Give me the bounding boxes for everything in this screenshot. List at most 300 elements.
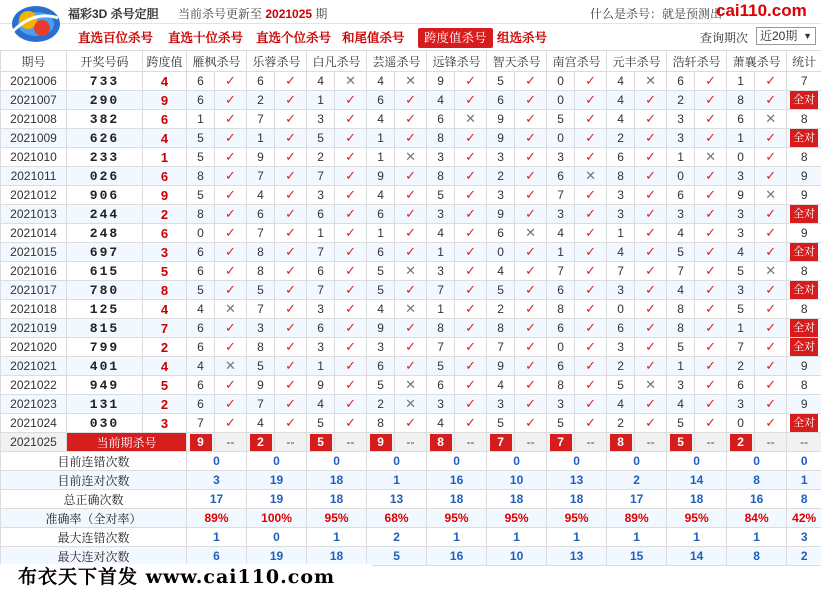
check-icon: ✓ xyxy=(575,205,607,224)
app-name: 福彩3D 杀号定胆 xyxy=(68,7,159,21)
check-icon: ✓ xyxy=(455,205,487,224)
all-correct-badge: 全对 xyxy=(790,319,818,337)
table-row xyxy=(1,205,821,224)
draw-number-cell: 906 xyxy=(67,186,143,205)
kill-value-cell: 8 xyxy=(247,243,275,262)
summary-value: 13 xyxy=(367,490,427,509)
cross-icon: ✕ xyxy=(755,262,787,281)
kill-value-cell: 7 xyxy=(247,300,275,319)
top-bar xyxy=(0,0,821,24)
kill-value-cell: 9 xyxy=(487,110,515,129)
kill-value-cell: 1 xyxy=(547,243,575,262)
summary-label: 最大连对次数 xyxy=(1,547,187,566)
table-row xyxy=(1,376,821,395)
query-label: 查询期次 xyxy=(700,31,749,45)
check-icon: ✓ xyxy=(515,300,547,319)
kill-value-cell: 8 xyxy=(367,414,395,433)
span-cell: 2 xyxy=(143,338,187,357)
check-icon: ✓ xyxy=(455,262,487,281)
summary-value: 8 xyxy=(787,490,821,509)
current-kill-cell xyxy=(307,433,335,452)
check-icon: ✓ xyxy=(575,281,607,300)
kill-value-cell: 0 xyxy=(547,72,575,91)
kill-value-cell: 9 xyxy=(487,357,515,376)
current-kill-label: 当前期杀号 xyxy=(67,433,187,452)
kill-value-cell: 1 xyxy=(367,224,395,243)
kill-value-cell: 8 xyxy=(547,376,575,395)
span-cell: 1 xyxy=(143,148,187,167)
kill-value-cell: 4 xyxy=(667,224,695,243)
summary-value: 95% xyxy=(667,509,727,528)
draw-number-cell: 733 xyxy=(67,72,143,91)
check-icon: ✓ xyxy=(575,338,607,357)
table-header xyxy=(1,51,821,72)
all-correct-badge: 全对 xyxy=(790,129,818,147)
check-icon: ✓ xyxy=(215,338,247,357)
kill-value-cell: 4 xyxy=(307,395,335,414)
check-icon: ✓ xyxy=(455,376,487,395)
check-icon: ✓ xyxy=(215,186,247,205)
kill-value-cell: 6 xyxy=(547,281,575,300)
check-icon: ✓ xyxy=(575,91,607,110)
kill-value-cell: 3 xyxy=(487,186,515,205)
summary-value: 1 xyxy=(487,528,547,547)
summary-value: 3 xyxy=(187,471,247,490)
kill-value-cell: 3 xyxy=(367,338,395,357)
check-icon: ✓ xyxy=(215,167,247,186)
summary-value: 18 xyxy=(547,490,607,509)
draw-number-cell: 244 xyxy=(67,205,143,224)
check-icon: ✓ xyxy=(335,281,367,300)
kill-value-cell: 9 xyxy=(307,376,335,395)
summary-value: 16 xyxy=(427,471,487,490)
check-icon: ✓ xyxy=(275,300,307,319)
kill-value-cell: 2 xyxy=(307,148,335,167)
kill-value-cell: 6 xyxy=(487,224,515,243)
check-icon: ✓ xyxy=(515,376,547,395)
check-icon: ✓ xyxy=(695,300,727,319)
issue-cell: 2021018 xyxy=(1,300,67,319)
kill-value-cell: 1 xyxy=(727,72,755,91)
kill-value-cell: 3 xyxy=(487,148,515,167)
kill-value-cell: 5 xyxy=(247,281,275,300)
kill-value-cell: 5 xyxy=(667,243,695,262)
kill-value-cell: 8 xyxy=(427,319,455,338)
pending-mark: -- xyxy=(275,433,307,452)
kill-value-cell: 1 xyxy=(667,148,695,167)
stat-cell: 8 xyxy=(787,300,821,319)
kill-value-cell: 4 xyxy=(487,262,515,281)
check-icon: ✓ xyxy=(335,338,367,357)
check-icon: ✓ xyxy=(455,300,487,319)
kill-value-cell: 8 xyxy=(187,205,215,224)
footer-watermark: 布衣天下首发 www.cai110.com xyxy=(0,564,372,590)
kill-value-cell: 5 xyxy=(487,281,515,300)
summary-value: 3 xyxy=(787,528,821,547)
kill-value-cell: 3 xyxy=(307,186,335,205)
span-cell: 5 xyxy=(143,262,187,281)
column-header: 跨度值 xyxy=(143,51,187,72)
draw-number-cell: 131 xyxy=(67,395,143,414)
tab-5[interactable]: 组选杀号 xyxy=(497,31,548,45)
check-icon: ✓ xyxy=(515,186,547,205)
check-icon: ✓ xyxy=(275,167,307,186)
summary-value: 14 xyxy=(667,471,727,490)
kill-value-cell: 9 xyxy=(367,167,395,186)
summary-value: 1 xyxy=(307,528,367,547)
summary-value: 18 xyxy=(307,490,367,509)
kill-value-cell: 5 xyxy=(367,262,395,281)
check-icon: ✓ xyxy=(695,72,727,91)
check-icon: ✓ xyxy=(755,414,787,433)
check-icon: ✓ xyxy=(695,243,727,262)
issue-cell: 2021022 xyxy=(1,376,67,395)
check-icon: ✓ xyxy=(335,262,367,281)
span-cell: 4 xyxy=(143,357,187,376)
table-row xyxy=(1,243,821,262)
span-cell: 3 xyxy=(143,414,187,433)
check-icon: ✓ xyxy=(275,205,307,224)
kill-value-cell: 8 xyxy=(547,300,575,319)
summary-value: 0 xyxy=(547,452,607,471)
summary-value: 15 xyxy=(607,547,667,566)
kill-value-cell: 4 xyxy=(607,110,635,129)
issue-cell: 2021015 xyxy=(1,243,67,262)
table-row xyxy=(1,281,821,300)
check-icon: ✓ xyxy=(515,414,547,433)
check-icon: ✓ xyxy=(635,205,667,224)
kill-value-cell: 6 xyxy=(547,167,575,186)
check-icon: ✓ xyxy=(335,224,367,243)
draw-number-cell: 125 xyxy=(67,300,143,319)
check-icon: ✓ xyxy=(575,186,607,205)
check-icon: ✓ xyxy=(695,319,727,338)
check-icon: ✓ xyxy=(515,91,547,110)
column-header: 白凡杀号 xyxy=(307,51,367,72)
check-icon: ✓ xyxy=(515,72,547,91)
check-icon: ✓ xyxy=(395,357,427,376)
check-icon: ✓ xyxy=(575,110,607,129)
draw-number-cell: 030 xyxy=(67,414,143,433)
summary-value: 1 xyxy=(607,528,667,547)
kill-value-cell: 5 xyxy=(547,414,575,433)
tab-1[interactable]: 直选十位杀号 xyxy=(168,31,244,45)
current-kill-cell xyxy=(367,433,395,452)
kill-value-cell: 6 xyxy=(367,357,395,376)
check-icon: ✓ xyxy=(215,395,247,414)
check-icon: ✓ xyxy=(695,186,727,205)
kill-value-cell: 2 xyxy=(727,357,755,376)
check-icon: ✓ xyxy=(575,224,607,243)
span-cell: 8 xyxy=(143,281,187,300)
summary-value: 0 xyxy=(247,452,307,471)
check-icon: ✓ xyxy=(395,224,427,243)
column-header: 期号 xyxy=(1,51,67,72)
kill-value-cell: 2 xyxy=(247,91,275,110)
check-icon: ✓ xyxy=(215,110,247,129)
check-icon: ✓ xyxy=(575,129,607,148)
cross-icon: ✕ xyxy=(395,148,427,167)
summary-value: 1 xyxy=(787,471,821,490)
kill-value-cell: 5 xyxy=(367,376,395,395)
span-cell: 4 xyxy=(143,300,187,319)
summary-value: 13 xyxy=(547,547,607,566)
check-icon: ✓ xyxy=(275,186,307,205)
summary-value: 13 xyxy=(547,471,607,490)
check-icon: ✓ xyxy=(575,262,607,281)
check-icon: ✓ xyxy=(575,376,607,395)
cross-icon: ✕ xyxy=(335,72,367,91)
check-icon: ✓ xyxy=(455,224,487,243)
kill-value-cell: 6 xyxy=(187,395,215,414)
check-icon: ✓ xyxy=(395,243,427,262)
summary-value: 95% xyxy=(307,509,367,528)
check-icon: ✓ xyxy=(455,414,487,433)
kill-value-cell: 4 xyxy=(607,72,635,91)
stat-cell xyxy=(787,243,821,262)
table-row xyxy=(1,395,821,414)
check-icon: ✓ xyxy=(695,224,727,243)
check-icon: ✓ xyxy=(455,148,487,167)
period-select[interactable]: 近20期 ▼ xyxy=(756,27,816,45)
summary-label: 最大连错次数 xyxy=(1,528,187,547)
tab-4[interactable]: 跨度值杀号 xyxy=(418,28,493,48)
all-correct-badge: 全对 xyxy=(790,414,818,432)
current-kill-value: 8 xyxy=(610,434,632,451)
kill-value-cell: 6 xyxy=(187,262,215,281)
check-icon: ✓ xyxy=(695,357,727,376)
check-icon: ✓ xyxy=(455,319,487,338)
check-icon: ✓ xyxy=(335,91,367,110)
kill-value-cell: 4 xyxy=(487,376,515,395)
kill-value-cell: 4 xyxy=(607,91,635,110)
check-icon: ✓ xyxy=(335,186,367,205)
kill-value-cell: 5 xyxy=(187,281,215,300)
kill-value-cell: 1 xyxy=(307,357,335,376)
check-icon: ✓ xyxy=(335,205,367,224)
kill-value-cell: 1 xyxy=(247,129,275,148)
check-icon: ✓ xyxy=(215,376,247,395)
kill-value-cell: 3 xyxy=(247,319,275,338)
draw-number-cell: 949 xyxy=(67,376,143,395)
draw-number-cell: 382 xyxy=(67,110,143,129)
kill-value-cell: 6 xyxy=(367,205,395,224)
kill-value-cell: 3 xyxy=(727,395,755,414)
kill-value-cell: 0 xyxy=(547,91,575,110)
summary-row xyxy=(1,528,821,547)
check-icon: ✓ xyxy=(215,91,247,110)
stat-cell: 8 xyxy=(787,262,821,281)
kill-value-cell: 4 xyxy=(727,243,755,262)
all-correct-badge: 全对 xyxy=(790,205,818,223)
check-icon: ✓ xyxy=(275,72,307,91)
kill-value-cell: 4 xyxy=(187,300,215,319)
summary-value: 68% xyxy=(367,509,427,528)
check-icon: ✓ xyxy=(335,243,367,262)
summary-value: 100% xyxy=(247,509,307,528)
check-icon: ✓ xyxy=(755,357,787,376)
kill-value-cell: 7 xyxy=(487,338,515,357)
kill-value-cell: 5 xyxy=(727,300,755,319)
kill-value-cell: 7 xyxy=(187,414,215,433)
help-link[interactable]: 什么是杀号：就是预测出 xyxy=(590,7,723,21)
current-kill-cell xyxy=(667,433,695,452)
kill-value-cell: 4 xyxy=(367,300,395,319)
check-icon: ✓ xyxy=(455,72,487,91)
kill-number-table xyxy=(0,50,821,566)
summary-value: 2 xyxy=(367,528,427,547)
summary-value: 42% xyxy=(787,509,821,528)
current-kill-cell xyxy=(607,433,635,452)
all-correct-badge: 全对 xyxy=(790,338,818,356)
check-icon: ✓ xyxy=(635,414,667,433)
pending-mark: -- xyxy=(635,433,667,452)
check-icon: ✓ xyxy=(635,262,667,281)
kill-value-cell: 6 xyxy=(667,186,695,205)
kill-value-cell: 6 xyxy=(187,243,215,262)
kill-value-cell: 8 xyxy=(727,91,755,110)
summary-value: 18 xyxy=(487,490,547,509)
draw-number-cell: 780 xyxy=(67,281,143,300)
summary-label: 总正确次数 xyxy=(1,490,187,509)
draw-number-cell: 233 xyxy=(67,148,143,167)
kill-value-cell: 0 xyxy=(487,243,515,262)
kill-value-cell: 9 xyxy=(487,205,515,224)
kill-value-cell: 7 xyxy=(307,167,335,186)
current-kill-value: 7 xyxy=(550,434,572,451)
check-icon: ✓ xyxy=(275,129,307,148)
kill-value-cell: 1 xyxy=(307,91,335,110)
table-row xyxy=(1,319,821,338)
check-icon: ✓ xyxy=(695,281,727,300)
span-cell: 4 xyxy=(143,129,187,148)
check-icon: ✓ xyxy=(695,167,727,186)
cross-icon: ✕ xyxy=(395,395,427,414)
summary-value: 0 xyxy=(727,452,787,471)
stat-cell xyxy=(787,338,821,357)
kill-value-cell: 6 xyxy=(247,72,275,91)
column-header: 元丰杀号 xyxy=(607,51,667,72)
kill-value-cell: 3 xyxy=(307,338,335,357)
kill-value-cell: 4 xyxy=(187,357,215,376)
table-row xyxy=(1,110,821,129)
check-icon: ✓ xyxy=(695,376,727,395)
kill-value-cell: 7 xyxy=(307,281,335,300)
chevron-down-icon: ▼ xyxy=(803,31,812,41)
tab-2[interactable]: 直选个位杀号 xyxy=(256,31,332,45)
kill-value-cell: 3 xyxy=(427,205,455,224)
summary-value: 0 xyxy=(607,452,667,471)
kill-value-cell: 3 xyxy=(727,224,755,243)
kill-value-cell: 3 xyxy=(547,148,575,167)
kill-value-cell: 1 xyxy=(187,110,215,129)
tab-3[interactable]: 和尾值杀号 xyxy=(342,31,405,45)
check-icon: ✓ xyxy=(695,262,727,281)
cross-icon: ✕ xyxy=(755,186,787,205)
all-correct-badge: 全对 xyxy=(790,91,818,109)
check-icon: ✓ xyxy=(695,414,727,433)
summary-label: 准确率（全对率） xyxy=(1,509,187,528)
kill-value-cell: 7 xyxy=(547,262,575,281)
check-icon: ✓ xyxy=(335,357,367,376)
current-issue-row xyxy=(1,433,821,452)
kill-value-cell: 8 xyxy=(187,167,215,186)
span-cell: 6 xyxy=(143,167,187,186)
issue-cell: 2021008 xyxy=(1,110,67,129)
check-icon: ✓ xyxy=(635,319,667,338)
check-icon: ✓ xyxy=(575,319,607,338)
span-cell: 3 xyxy=(143,243,187,262)
kill-value-cell: 4 xyxy=(667,281,695,300)
cross-icon: ✕ xyxy=(635,72,667,91)
update-issue: 2021025 xyxy=(265,7,313,21)
current-kill-cell xyxy=(487,433,515,452)
kill-value-cell: 6 xyxy=(547,357,575,376)
kill-value-cell: 2 xyxy=(607,414,635,433)
cross-icon: ✕ xyxy=(395,262,427,281)
column-header: 萧襄杀号 xyxy=(727,51,787,72)
kill-value-cell: 7 xyxy=(247,395,275,414)
kill-value-cell: 5 xyxy=(247,357,275,376)
check-icon: ✓ xyxy=(215,205,247,224)
check-icon: ✓ xyxy=(635,110,667,129)
kill-value-cell: 6 xyxy=(607,148,635,167)
check-icon: ✓ xyxy=(395,167,427,186)
check-icon: ✓ xyxy=(515,262,547,281)
logo-icon xyxy=(6,2,62,48)
summary-row xyxy=(1,452,821,471)
check-icon: ✓ xyxy=(515,167,547,186)
summary-value: 89% xyxy=(187,509,247,528)
kill-value-cell: 9 xyxy=(427,72,455,91)
current-kill-value: 8 xyxy=(430,434,452,451)
summary-value: 0 xyxy=(427,452,487,471)
check-icon: ✓ xyxy=(455,129,487,148)
cross-icon: ✕ xyxy=(755,110,787,129)
issue-cell: 2021007 xyxy=(1,91,67,110)
check-icon: ✓ xyxy=(575,72,607,91)
check-icon: ✓ xyxy=(695,395,727,414)
kill-value-cell: 3 xyxy=(607,205,635,224)
summary-value: 0 xyxy=(667,452,727,471)
kill-value-cell: 7 xyxy=(307,243,335,262)
kill-value-cell: 6 xyxy=(187,376,215,395)
check-icon: ✓ xyxy=(635,300,667,319)
current-kill-value: 7 xyxy=(490,434,512,451)
check-icon: ✓ xyxy=(395,91,427,110)
kill-value-cell: 2 xyxy=(667,91,695,110)
table-row xyxy=(1,72,821,91)
check-icon: ✓ xyxy=(395,205,427,224)
tab-0[interactable]: 直选百位杀号 xyxy=(78,31,154,45)
kill-value-cell: 0 xyxy=(727,148,755,167)
column-header: 南宫杀号 xyxy=(547,51,607,72)
check-icon: ✓ xyxy=(515,148,547,167)
kill-value-cell: 2 xyxy=(607,357,635,376)
span-cell: 6 xyxy=(143,224,187,243)
current-kill-cell xyxy=(547,433,575,452)
kill-value-cell: 6 xyxy=(247,205,275,224)
cross-icon: ✕ xyxy=(395,300,427,319)
kill-value-cell: 6 xyxy=(187,72,215,91)
check-icon: ✓ xyxy=(515,110,547,129)
kill-value-cell: 9 xyxy=(367,319,395,338)
check-icon: ✓ xyxy=(635,167,667,186)
cross-icon: ✕ xyxy=(515,224,547,243)
current-kill-cell xyxy=(187,433,215,452)
check-icon: ✓ xyxy=(755,319,787,338)
kill-value-cell: 5 xyxy=(487,414,515,433)
